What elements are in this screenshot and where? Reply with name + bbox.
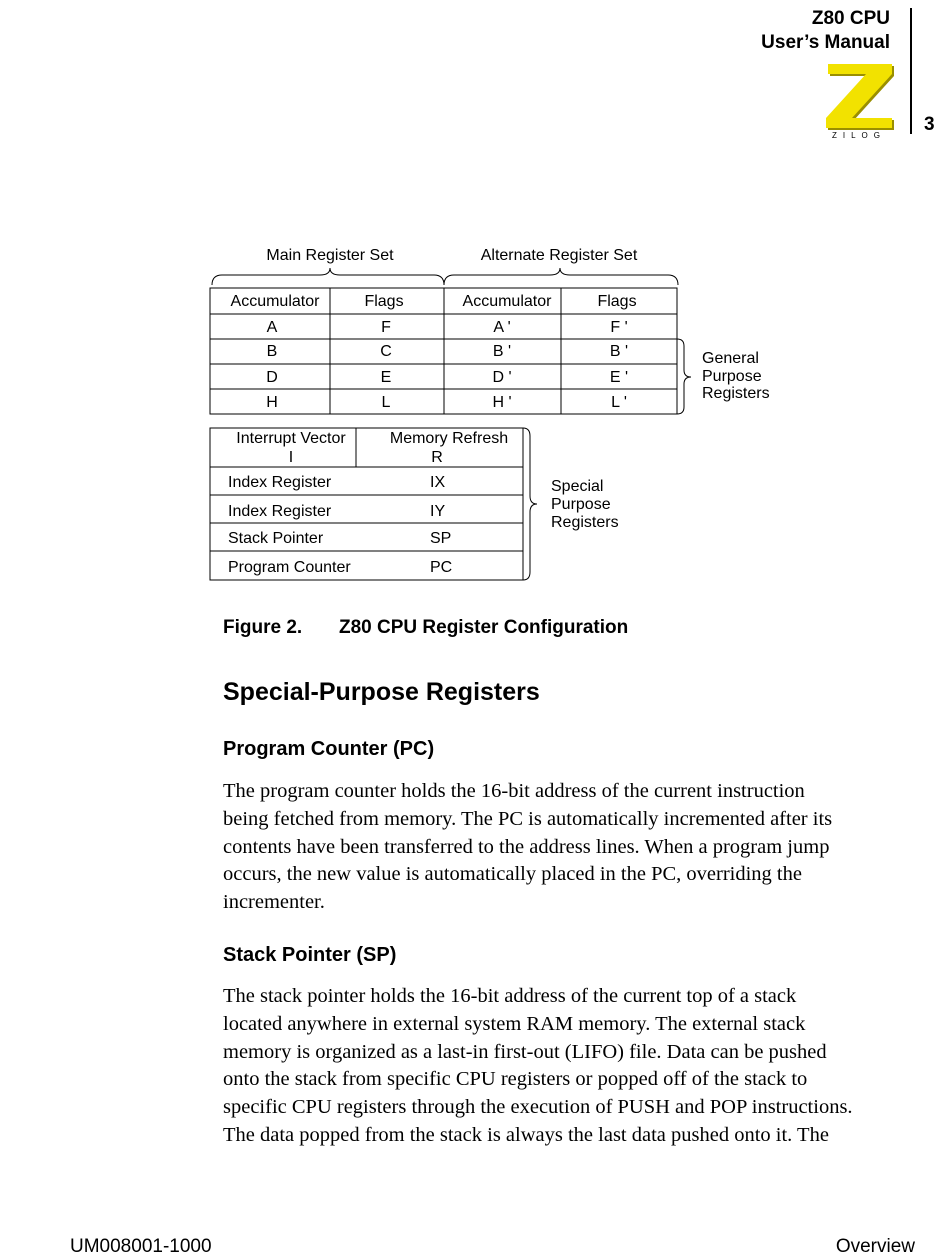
reg-d-alt: D ' [492,369,512,386]
sp-line: The stack pointer holds the 16-bit address of the current top of a stack [223,985,797,1007]
reg-e: E [380,369,392,386]
sp-line: The data popped from the stack is always the last data pushed onto it. The [223,1123,829,1146]
pc-line: being fetched from memory. The PC is automatically incremented after its [223,807,833,830]
reg-c: C [380,343,392,360]
col-header-accumulator: Accumulator [230,293,320,310]
general-purpose-brace [677,339,691,414]
reg-d: D [266,369,278,386]
figure-number: Figure 2. [223,617,303,638]
general-label-line1: General [702,350,759,367]
general-label-line2: Purpose [702,368,762,385]
page-number: 3 [924,114,935,135]
footer-section: Overview [835,1236,915,1257]
footer-doc-id: UM008001-1000 [70,1236,212,1257]
program-counter-label: Program Counter [228,559,351,576]
reg-a-alt: A ' [493,319,511,336]
reg-h: H [266,394,278,411]
memory-refresh-sym: R [431,449,443,466]
pc-line: occurs, the new value is automatically placed in the PC, overriding the [223,863,802,886]
reg-l: L [381,394,391,411]
reg-a: A [266,319,278,336]
reg-b: B [266,343,278,360]
special-label-line3: Registers [551,514,619,531]
reg-e-alt: E ' [609,369,629,386]
reg-pc: PC [430,559,453,576]
reg-h-alt: H ' [492,394,512,411]
logo-wordmark: ZILOG [831,131,887,140]
alt-set-label: Alternate Register Set [480,247,638,264]
sp-heading: Stack Pointer (SP) [223,944,397,966]
pc-line: incrementer. [223,891,325,914]
pc-heading: Program Counter (PC) [223,738,435,760]
sp-line: onto the stack from specific CPU registers or popped off of the stack to [223,1068,808,1091]
stack-pointer-label: Stack Pointer [228,530,324,547]
interrupt-vector-label: Interrupt Vector [236,430,346,447]
register-diagram [0,0,950,600]
sp-line: located anywhere in external system RAM memory. The external stack [223,1012,806,1035]
main-set-brace [212,268,444,285]
reg-b-alt: B ' [492,343,512,360]
section-title: Special-Purpose Registers [223,678,540,706]
reg-l-alt: L ' [611,394,627,411]
index-register-ix-label: Index Register [228,474,332,491]
manual-title-line2: User’s Manual [761,32,890,53]
special-label-line1: Special [551,478,604,495]
pc-paragraph [223,778,923,917]
col-header-alt-flags: Flags [597,293,637,310]
sp-line: memory is organized as a last-in first-out (LIFO) file. Data can be pushed [223,1040,827,1063]
main-set-label: Main Register Set [266,247,394,264]
manual-title-line1: Z80 CPU [811,8,890,29]
general-label-line3: Registers [702,385,770,402]
special-label-line2: Purpose [551,496,611,513]
pc-line: contents have been transferred to the address lines. When a program jump [223,835,830,858]
figure-caption [223,617,629,639]
memory-refresh-label: Memory Refresh [389,430,509,447]
reg-f: F [381,319,391,336]
sp-paragraph [223,983,923,1150]
index-register-iy-label: Index Register [228,503,332,520]
reg-iy: IY [430,503,446,520]
col-header-alt-accumulator: Accumulator [462,293,552,310]
reg-sp: SP [430,530,452,547]
special-purpose-brace [523,428,537,580]
reg-c-alt: B ' [609,343,629,360]
pc-line: The program counter holds the 16-bit address of the current instruction [223,780,805,802]
interrupt-vector-sym: I [288,449,294,466]
figure-title: Z80 CPU Register Configuration [339,617,629,638]
col-header-flags: Flags [364,293,404,310]
alt-set-brace [444,268,678,285]
sp-line: specific CPU registers through the execution of PUSH and POP instructions. [223,1096,853,1119]
reg-f-alt: F ' [610,319,628,336]
reg-ix: IX [430,474,446,491]
